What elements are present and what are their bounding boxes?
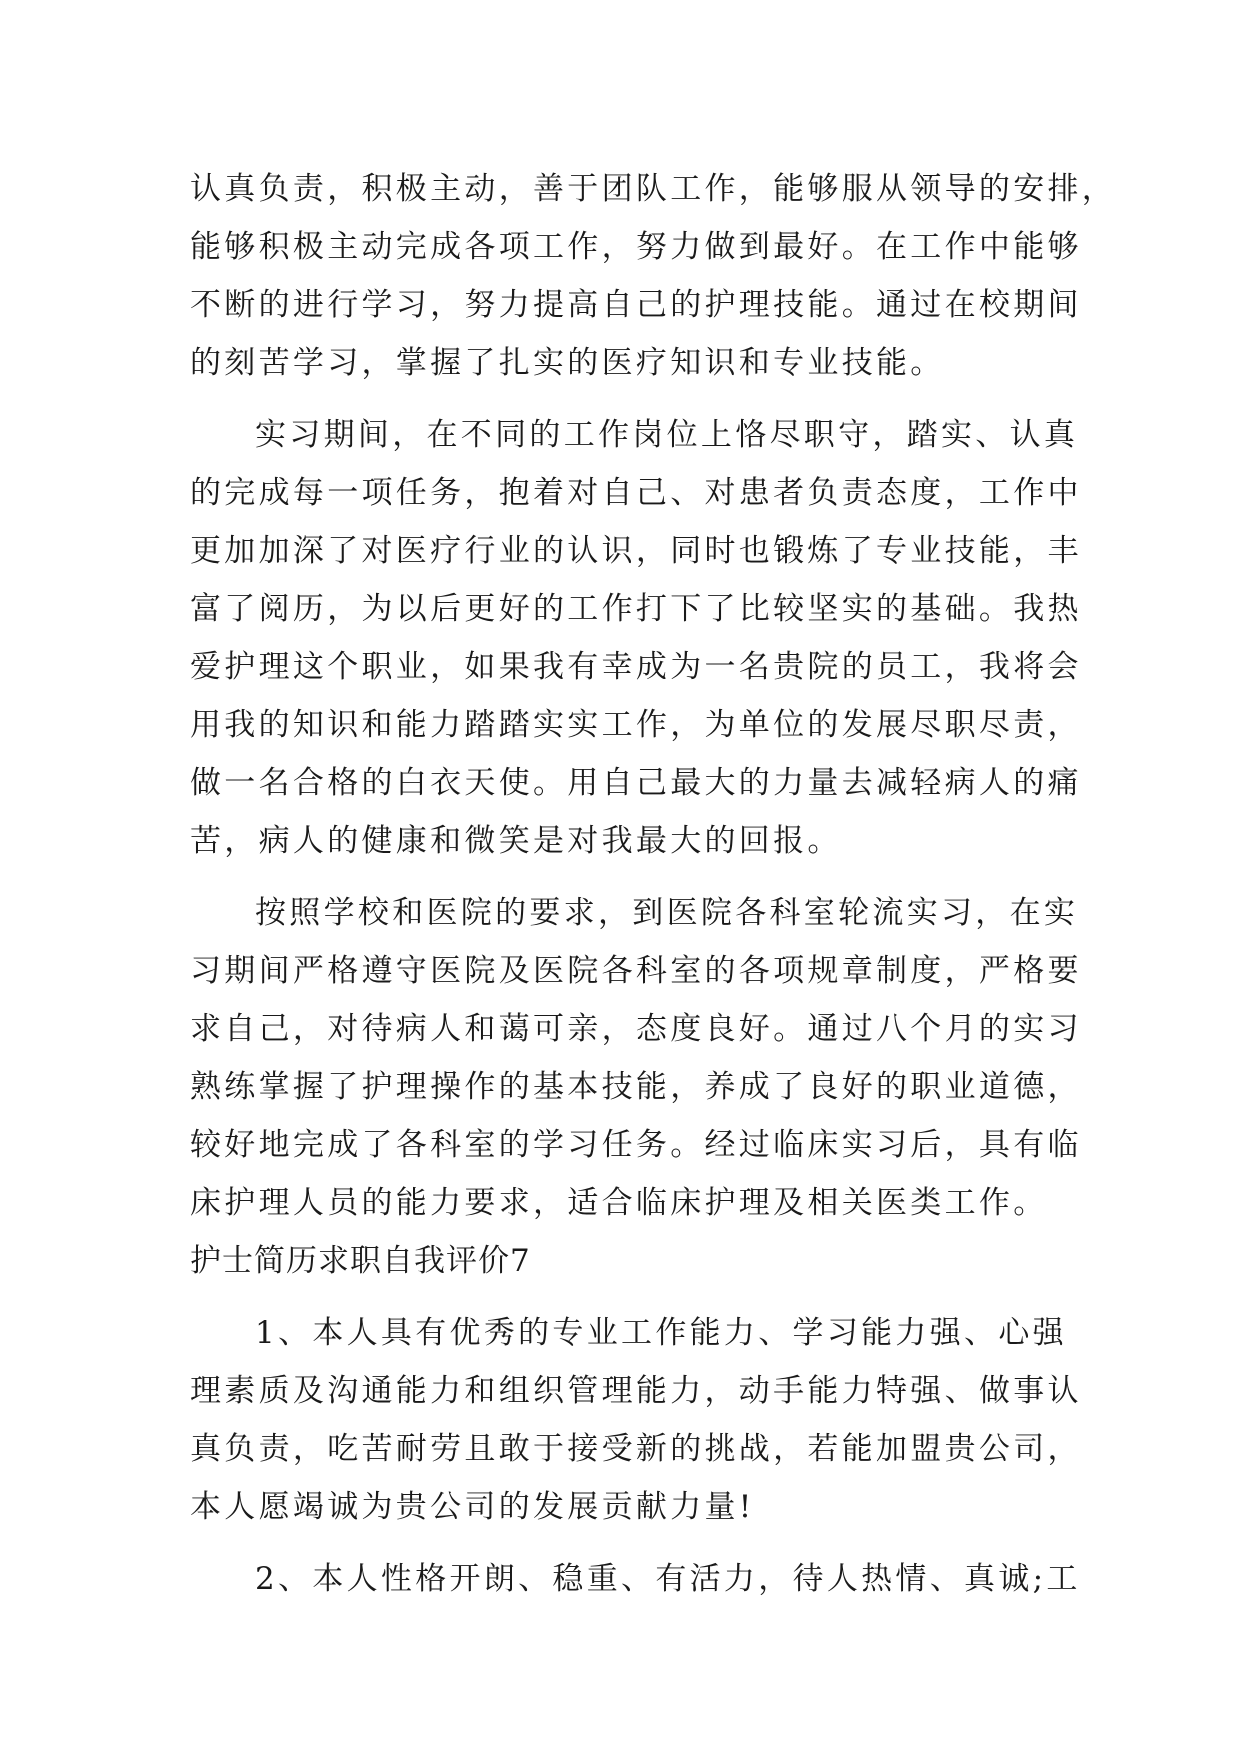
paragraph-2-line-8: 苦，病人的健康和微笑是对我最大的回报。	[190, 823, 842, 859]
paragraph-3-line-2: 习期间严格遵守医院及医院各科室的各项规章制度，严格要	[190, 953, 1082, 989]
document-body	[190, 160, 1117, 1608]
paragraph-2-line-4: 富了阅历，为以后更好的工作打下了比较坚实的基础。我热	[190, 591, 1082, 627]
paragraph-4-line-3: 真负责，吃苦耐劳且敢于接受新的挑战，若能加盟贵公司，	[190, 1431, 1082, 1467]
paragraph-2-line-6: 用我的知识和能力踏踏实实工作，为单位的发展尽职尽责，	[190, 707, 1082, 743]
paragraph-2-line-7: 做一名合格的白衣天使。用自己最大的力量去减轻病人的痛	[190, 765, 1082, 801]
paragraph-1-line-2: 能够积极主动完成各项工作，努力做到最好。在工作中能够	[190, 229, 1082, 265]
paragraph-1-line-1: 认真负责，积极主动，善于团队工作，能够服从领导的安排，	[190, 171, 1117, 207]
paragraph-2-line-5: 爱护理这个职业，如果我有幸成为一名贵院的员工，我将会	[190, 649, 1082, 685]
paragraph-4-line-4: 本人愿竭诚为贵公司的发展贡献力量!	[190, 1489, 755, 1525]
paragraph-1-line-4: 的刻苦学习，掌握了扎实的医疗知识和专业技能。	[190, 345, 945, 381]
paragraph-3-line-4: 熟练掌握了护理操作的基本技能，养成了良好的职业道德，	[190, 1069, 1082, 1105]
section-heading: 护士简历求职自我评价7	[190, 1243, 531, 1279]
paragraph-3-line-5: 较好地完成了各科室的学习任务。经过临床实习后，具有临	[190, 1127, 1082, 1163]
paragraph-4-line-2: 理素质及沟通能力和组织管理能力，动手能力特强、做事认	[190, 1373, 1082, 1409]
paragraph-5-line-1: 2、本人性格开朗、稳重、有活力，待人热情、真诚;工	[255, 1561, 1081, 1597]
paragraph-2-line-2: 的完成每一项任务，抱着对自己、对患者负责态度，工作中	[190, 475, 1082, 511]
paragraph-2-line-3: 更加加深了对医疗行业的认识，同时也锻炼了专业技能，丰	[190, 533, 1082, 569]
paragraph-3-line-3: 求自己，对待病人和蔼可亲，态度良好。通过八个月的实习	[190, 1011, 1082, 1047]
paragraph-2-line-1: 实习期间，在不同的工作岗位上恪尽职守，踏实、认真	[255, 417, 1079, 453]
paragraph-4-line-1: 1、本人具有优秀的专业工作能力、学习能力强、心强	[255, 1315, 1067, 1351]
paragraph-1-line-3: 不断的进行学习，努力提高自己的护理技能。通过在校期间	[190, 287, 1082, 323]
paragraph-3-line-1: 按照学校和医院的要求，到医院各科室轮流实习，在实	[255, 895, 1079, 931]
paragraph-3-line-6: 床护理人员的能力要求，适合临床护理及相关医类工作。	[190, 1185, 1048, 1221]
